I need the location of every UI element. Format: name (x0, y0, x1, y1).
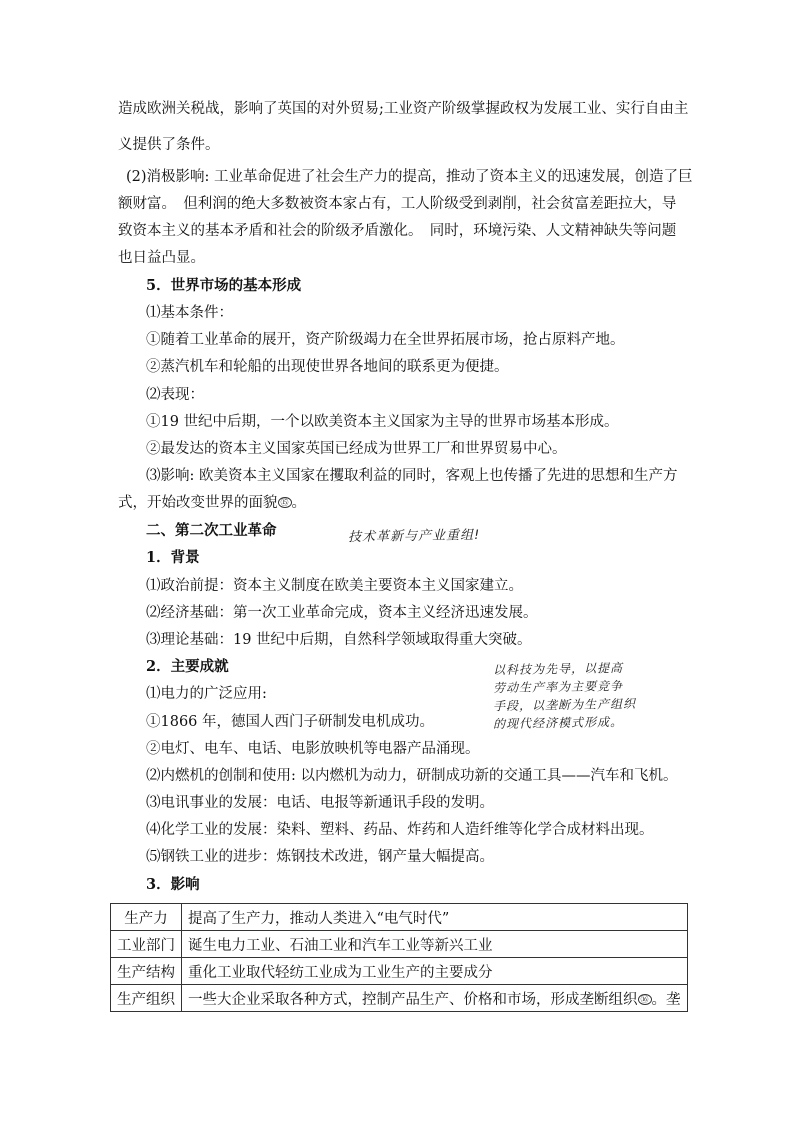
handwritten-note: 的现代经济模式形成。 (492, 714, 624, 732)
text-line: ⑶影响: 欧美资本主义国家在攫取利益的同时，客观上也传播了先进的思想和生产方 (146, 468, 678, 484)
text-line: ⑸钢铁工业的进步：炼钢技术改进，钢产量大幅提高。 (146, 849, 494, 865)
handwritten-note: 手段，以垄断为生产组织 (492, 696, 637, 714)
text-line: ⑶电讯事业的发展：电话、电报等新通讯手段的发明。 (146, 795, 494, 811)
text-line: 致资本主义的基本矛盾和社会的阶级矛盾激化。 同时，环境污染、人文精神缺失等问题 (118, 223, 677, 239)
table-key: 工业部门 (111, 931, 182, 958)
text-line: ②最发达的资本主义国家英国已经成为世界工厂和世界贸易中心。 (146, 441, 567, 457)
impact-table (110, 903, 688, 1012)
annotation-mark: ⑮ (278, 497, 292, 508)
text-line: ⑵内燃机的创制和使用: 以内燃机为动力，研制成功新的交通工具——汽车和飞机。 (146, 768, 678, 784)
text-line: ①随着工业革命的展开，资产阶级竭力在全世界拓展市场，抢占原料产地。 (146, 332, 625, 348)
text-line: ⑶理论基础：19 世纪中后期，自然科学领域取得重大突破。 (146, 632, 532, 648)
text-line: 造成欧洲关税战，影响了英国的对外贸易;工业资产阶级掌握政权为发展工业、实行自由主 (118, 101, 689, 117)
subsection-heading: 1．背景 (146, 549, 200, 566)
text-run: 。 (291, 495, 306, 511)
section-heading: 二、第二次工业革命 (146, 522, 277, 539)
text-line: (2)消极影响: 工业革命促进了社会生产力的提高，推动了资本主义的迅速发展，创造了巨 (126, 169, 693, 185)
table-row (111, 958, 688, 985)
text-run: 式，开始改变世界的面貌 (118, 495, 278, 511)
table-value: 重化工业取代轻纺工业成为工业生产的主要成分 (182, 958, 688, 985)
text-line: 也日益凸显。 (118, 250, 205, 266)
text-line: ①19 世纪中后期，一个以欧美资本主义国家为主导的世界市场基本形成。 (146, 414, 619, 430)
text-line: ⑵表现： (146, 387, 204, 403)
table-key: 生产力 (111, 904, 182, 931)
text-line: ⑴电力的广泛应用: (146, 686, 267, 702)
text-line: ①1866 年，德国人西门子研制发电机成功。 (146, 714, 435, 730)
text-line (118, 493, 306, 513)
text-line: ⑷化学工业的发展：染料、塑料、药品、炸药和人造纤维等化学合成材料出现。 (146, 822, 654, 838)
text-line: ⑵经济基础：第一次工业革命完成，资本主义经济迅速发展。 (146, 605, 538, 621)
handwritten-note: 劳动生产率为主要竞争 (492, 678, 624, 696)
table-value (182, 985, 688, 1012)
table-row (111, 904, 688, 931)
table-value: 诞生电力工业、石油工业和汽车工业等新兴工业 (182, 931, 688, 958)
table-value: 提高了生产力，推动人类进入“电气时代” (182, 904, 688, 931)
subsection-heading: 3．影响 (146, 876, 200, 893)
table-value-text: 一些大企业采取各种方式，控制产品生产、价格和市场，形成垄断组织 (188, 991, 638, 1008)
text-line: 义提供了条件。 (118, 137, 220, 153)
table-value-tail: 。垄 (651, 991, 681, 1008)
text-line: ⑴基本条件： (146, 305, 233, 321)
section-heading: 5．世界市场的基本形成 (146, 277, 302, 294)
handwritten-note: 以科技为先导，以提高 (492, 660, 624, 678)
table-key: 生产组织 (111, 985, 182, 1012)
table-row (111, 931, 688, 958)
subsection-heading: 2．主要成就 (146, 658, 229, 675)
text-line: 额财富。 但利润的绝大多数被资本家占有，工人阶级受到剥削，社会贫富差距拉大，导 (118, 196, 677, 212)
text-line: ②蒸汽机车和轮船的出现使世界各地间的联系更为便捷。 (146, 359, 509, 375)
handwritten-note: 技术革新与产业重组! (347, 527, 481, 546)
annotation-mark: ⑯ (638, 994, 652, 1005)
table-key: 生产结构 (111, 958, 182, 985)
text-line: ⑴政治前提：资本主义制度在欧美主要资本主义国家建立。 (146, 578, 523, 594)
table-row (111, 985, 688, 1012)
text-line: ②电灯、电车、电话、电影放映机等电器产品涌现。 (146, 741, 480, 757)
